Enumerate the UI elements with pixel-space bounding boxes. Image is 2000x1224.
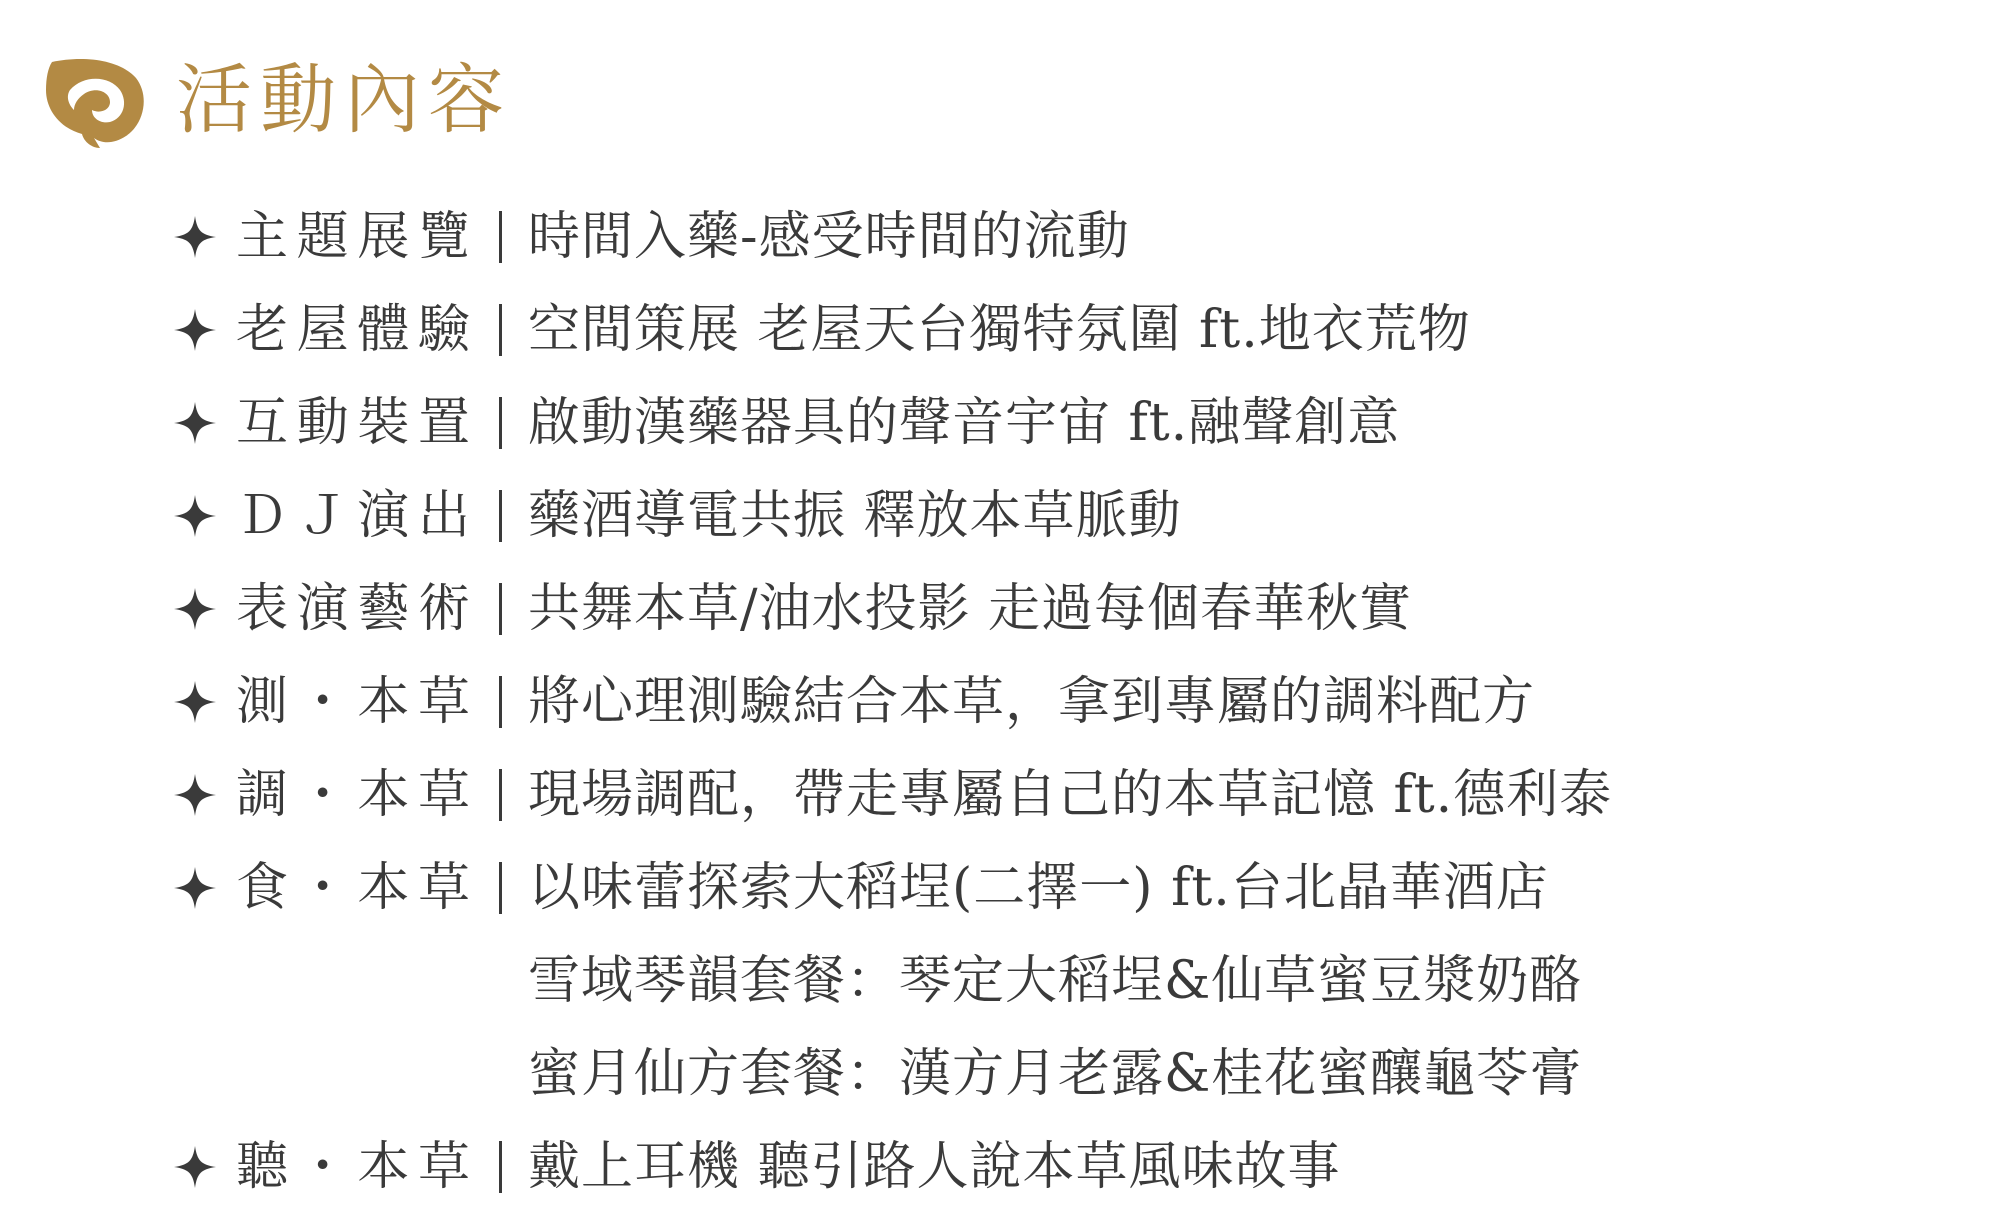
list-item <box>174 190 1954 283</box>
divider <box>472 1141 528 1193</box>
four-point-star-icon <box>174 676 236 728</box>
four-point-star-icon <box>174 490 236 542</box>
item-description: 戴上耳機 聽引路人說本草風味故事 <box>528 1136 1341 1197</box>
sub-list-item <box>174 934 1954 1027</box>
list-item <box>174 376 1954 469</box>
four-point-star-icon <box>174 769 236 821</box>
set-menu-option: 雪域琴韻套餐：琴定大稻埕&仙草蜜豆漿奶酪 <box>528 950 1583 1011</box>
item-description: 空間策展 老屋天台獨特氛圍 ft.地衣荒物 <box>528 299 1471 360</box>
item-label: ＤＪ演出 <box>236 485 472 546</box>
item-label: 測・本草 <box>236 671 472 732</box>
list-item <box>174 562 1954 655</box>
divider <box>472 490 528 542</box>
divider <box>472 304 528 356</box>
activity-list <box>174 190 1954 1213</box>
item-description: 藥酒導電共振 釋放本草脈動 <box>528 485 1182 546</box>
page-header <box>40 50 512 150</box>
set-menu-option: 蜜月仙方套餐：漢方月老露&桂花蜜釀龜苓膏 <box>528 1043 1583 1104</box>
item-description: 以味蕾探索大稻埕(二擇一) ft.台北晶華酒店 <box>528 857 1549 918</box>
list-item <box>174 655 1954 748</box>
sub-list-item <box>174 1027 1954 1120</box>
item-description: 時間入藥-感受時間的流動 <box>528 206 1130 267</box>
item-label: 食・本草 <box>236 857 472 918</box>
item-description: 共舞本草/油水投影 走過每個春華秋實 <box>528 578 1413 639</box>
item-label: 互動裝置 <box>236 392 472 453</box>
four-point-star-icon <box>174 304 236 356</box>
list-item <box>174 748 1954 841</box>
divider <box>472 583 528 635</box>
divider <box>472 769 528 821</box>
item-label: 老屋體驗 <box>236 299 472 360</box>
divider <box>472 676 528 728</box>
four-point-star-icon <box>174 583 236 635</box>
divider <box>472 397 528 449</box>
page-title: 活動內容 <box>176 55 512 144</box>
list-item <box>174 1120 1954 1213</box>
item-description: 將心理測驗結合本草，拿到專屬的調料配方 <box>528 671 1536 732</box>
four-point-star-icon <box>174 862 236 914</box>
item-label: 表演藝術 <box>236 578 472 639</box>
four-point-star-icon <box>174 397 236 449</box>
list-item <box>174 841 1954 934</box>
four-point-star-icon <box>174 1141 236 1193</box>
four-point-star-icon <box>174 211 236 263</box>
tea-leaf-icon <box>40 52 148 148</box>
list-item <box>174 283 1954 376</box>
item-description: 啟動漢藥器具的聲音宇宙 ft.融聲創意 <box>528 392 1401 453</box>
divider <box>472 211 528 263</box>
item-label: 調・本草 <box>236 764 472 825</box>
divider <box>472 862 528 914</box>
list-item <box>174 469 1954 562</box>
item-description: 現場調配，帶走專屬自己的本草記憶 ft.德利泰 <box>528 764 1613 825</box>
item-label: 主題展覽 <box>236 206 472 267</box>
item-label: 聽・本草 <box>236 1136 472 1197</box>
